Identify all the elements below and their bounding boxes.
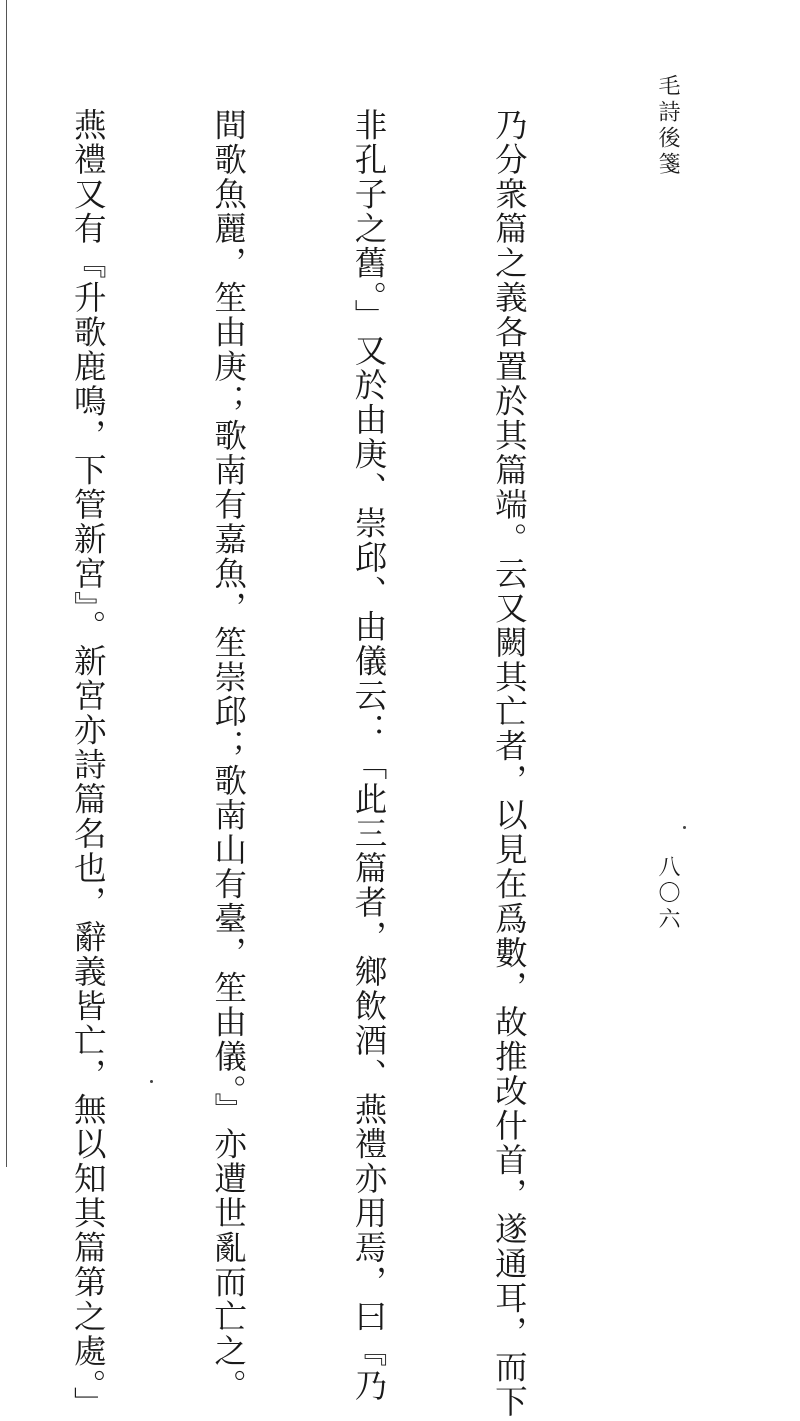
page-number: 八〇六 <box>655 855 680 933</box>
running-head: 毛詩後箋 <box>655 74 680 178</box>
text-column-2: 非孔子之舊。」又於由庚、崇邱、由儀云：「此三篇者，鄉飲酒、燕禮亦用焉，曰『乃 <box>350 108 389 1403</box>
margin-dot <box>150 1080 153 1083</box>
text-column-4: 燕禮又有『升歌鹿鳴，下管新宮』。新宮亦詩篇名也，辭義皆亡，無以知其篇第之處。」 <box>69 108 108 1421</box>
text-column-1: 乃分衆篇之義各置於其篇端。云又闕其亡者，以見在爲數，故推改什首，遂通耳，而下 <box>490 108 529 1419</box>
margin-dot <box>683 826 686 829</box>
body-text <box>69 108 626 1421</box>
text-column-3: 間歌魚麗，笙由庚；歌南有嘉魚，笙崇邱；歌南山有臺，笙由儀。』亦遭世亂而亡之。 <box>209 108 248 1403</box>
